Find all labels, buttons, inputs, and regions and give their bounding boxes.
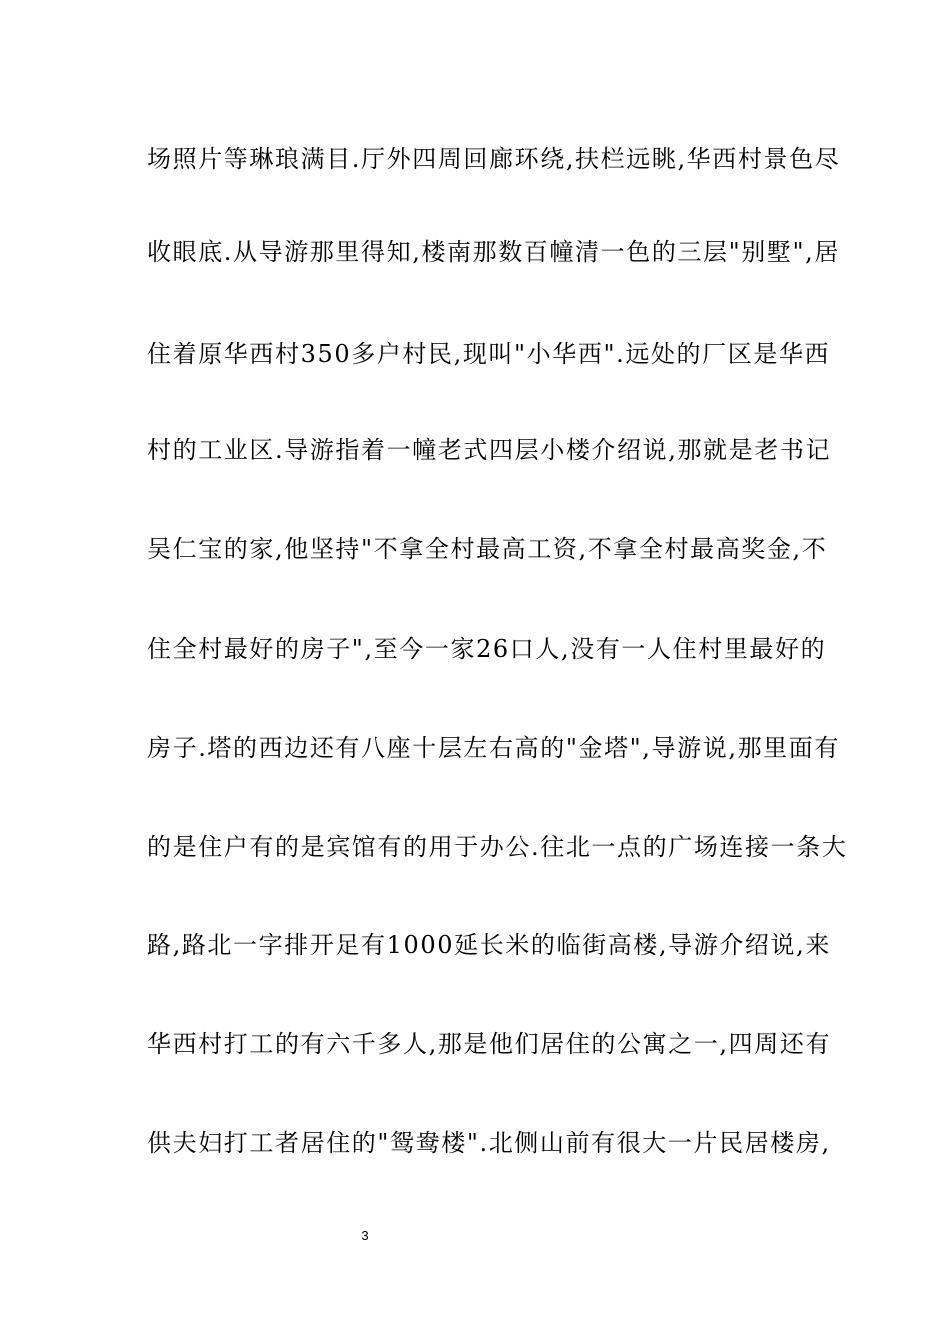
text-line-4: 村的工业区.导游指着一幢老式四层小楼介绍说,那就是老书记 [147, 436, 832, 464]
page-number: 3 [361, 1228, 369, 1243]
text-line-6: 住全村最好的房子",至今一家26口人,没有一人住村里最好的 [147, 635, 827, 663]
text-line-3: 住着原华西村350多户村民,现叫"小华西".远处的厂区是华西 [147, 340, 831, 368]
text-line-2: 收眼底.从导游那里得知,楼南那数百幢清一色的三层"别墅",居 [147, 238, 840, 266]
text-line-9: 路,路北一字排开足有1000延长米的临街高楼,导游介绍说,来 [147, 931, 831, 959]
text-line-10: 华西村打工的有六千多人,那是他们居住的公寓之一,四周还有 [147, 1030, 832, 1058]
text-line-11: 供夫妇打工者居住的"鸳鸯楼".北侧山前有很大一片民居楼房, [147, 1129, 831, 1157]
text-line-5: 吴仁宝的家,他坚持"不拿全村最高工资,不拿全村最高奖金,不 [147, 535, 828, 563]
text-line-7: 房子.塔的西边还有八座十层左右高的"金塔",导游说,那里面有 [147, 734, 840, 762]
text-line-1: 场照片等琳琅满目.厅外四周回廊环绕,扶栏远眺,华西村景色尽 [147, 145, 841, 173]
text-line-8: 的是住户有的是宾馆有的用于办公.往北一点的广场连接一条大 [147, 833, 848, 861]
